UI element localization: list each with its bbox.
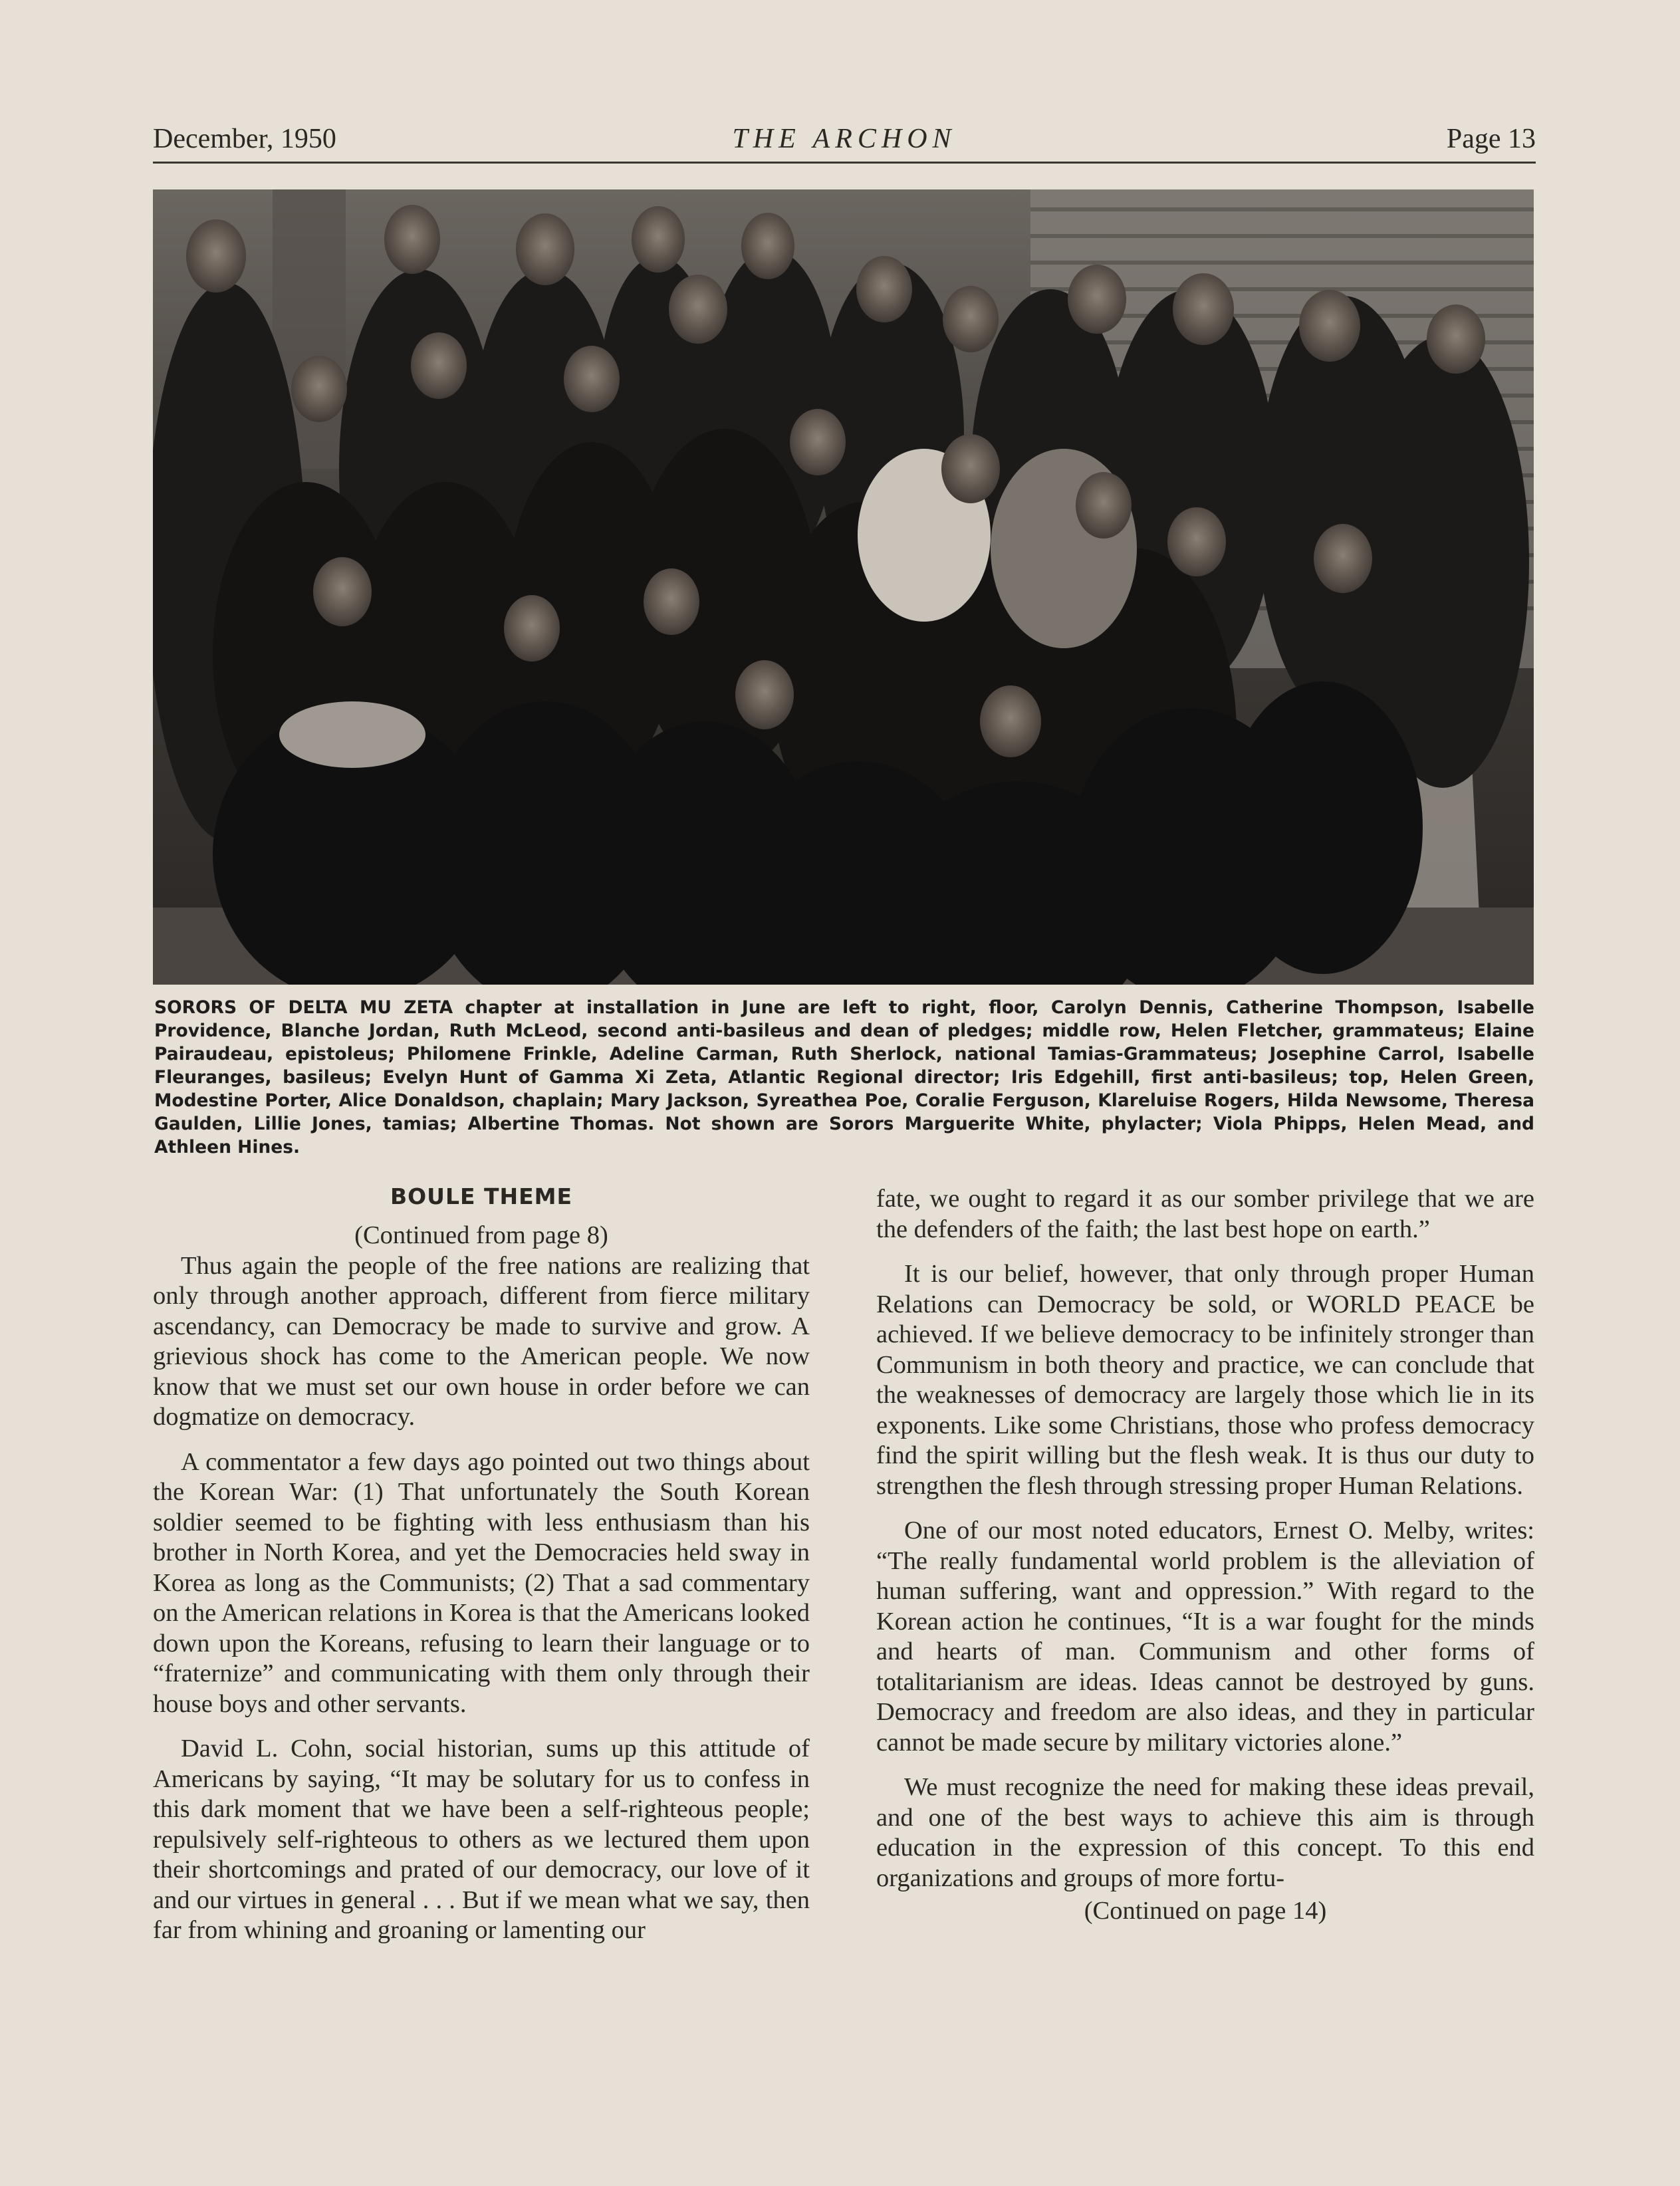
- article-heading: BOULE THEME: [390, 1183, 573, 1209]
- article-paragraph: One of our most noted educators, Ernest O. Melby, writes: “The really fundamental world problem is the alleviation of human suffering, want and oppression.” With regard to the Korean action he continues, “It is a war fought for the minds and hearts of man. Communism and other forms of totalitarianism are ideas. Ideas cannot be destroyed by guns. Democracy and freedom are also ideas, and they in particular cannot be made secure by military victories alone.”: [876, 1517, 1534, 1757]
- article-paragraph: It is our belief, however, that only through proper Human Relations can Democracy be sold, or WORLD PEACE be achieved. If we believe democracy to be infinitely stronger than Communism in both theory and practice, we can conclude that the weaknesses of democracy are largely those which lie in its exponents. Like some Christians, those who profess democracy find the spirit willing but the flesh weak. It is thus our duty to strengthen the flesh through stressing proper Human Relations.: [876, 1260, 1534, 1500]
- header-rule: [153, 162, 1536, 164]
- article-paragraph: Thus again the people of the free nations are realizing that only through another approach, different from fierce military ascendancy, can Democracy be made to survive and grow. A grievious shock has come to the American people. We now know that we must set our own house in order before we can dogmatize on democracy.: [153, 1251, 810, 1431]
- article-paragraph: A commentator a few days ago pointed out two things about the Korean War: (1) That unfortunately the South Korean soldier seemed to be fighting with less enthusiasm than his brother in North Korea, and yet the Democracies held sway in Korea as long as the Communists; (2) That a sad commentary on the American relations in Korea is that the Americans looked down upon the Koreans, refusing to learn their language or to “fraternize” and communicating with them only through their house boys and other servants.: [153, 1447, 810, 1718]
- continued-on-note: (Continued on page 14): [1084, 1897, 1327, 1925]
- page-number: Page 13: [1446, 124, 1536, 154]
- running-header: [153, 118, 1536, 160]
- photo-caption: SORORS OF DELTA MU ZETA chapter at installation in June are left to right, floor, Carolyn Dennis, Catherine Thompson, Isabelle Providence, Blanche Jordan, Ruth McLeod, second anti-basileus and dean of pledges; middle row, Helen Fletcher, grammateus; Elaine Pairaudeau, epistoleus; Philomene Frinkle, Adeline Carman, Ruth Sherlock, national Tamias-Grammateus; Josephine Carrol, Isabelle Fleuranges, basileus; Evelyn Hunt of Gamma Xi Zeta, Atlantic Regional director; Iris Edgehill, first anti-basileus; top, Helen Green, Modestine Porter, Alice Donaldson, chaplain; Mary Jackson, Syreathea Poe, Coralie Ferguson, Klareluise Rogers, Hilda Newsome, Theresa Gaulden, Lillie Jones, tamias; Albertine Thomas. Not shown are Sorors Marguerite White, phylacter; Viola Phipps, Helen Mead, and Athleen Hines.: [154, 997, 1534, 1157]
- article-paragraph: fate, we ought to regard it as our somber privilege that we are the defenders of the faith; the last best hope on earth.”: [876, 1185, 1534, 1243]
- publication-title: THE ARCHON: [732, 124, 957, 154]
- article-column-left: [153, 1177, 810, 1961]
- group-photograph: [153, 189, 1534, 985]
- continued-from-note: (Continued from page 8): [354, 1221, 608, 1249]
- photo-illustration: [153, 189, 1534, 985]
- article-column-right: [876, 1184, 1534, 1927]
- article-paragraph: David L. Cohn, social historian, sums up this attitude of Americans by saying, “It may be solutary for us to confess in this dark moment that we have been a self-righteous people; repulsively self-righteous to others as we lectured them upon their shortcomings and prated of our democracy, our love of it and our virtues in general . . . But if we mean what we say, then far from whining and groaning or lamenting our: [153, 1735, 810, 1944]
- issue-date: December, 1950: [153, 124, 336, 154]
- article-paragraph: We must recognize the need for making these ideas prevail, and one of the best ways to achieve this aim is through education in the expression of this concept. To this end organizations and groups of more fortu-: [876, 1773, 1534, 1892]
